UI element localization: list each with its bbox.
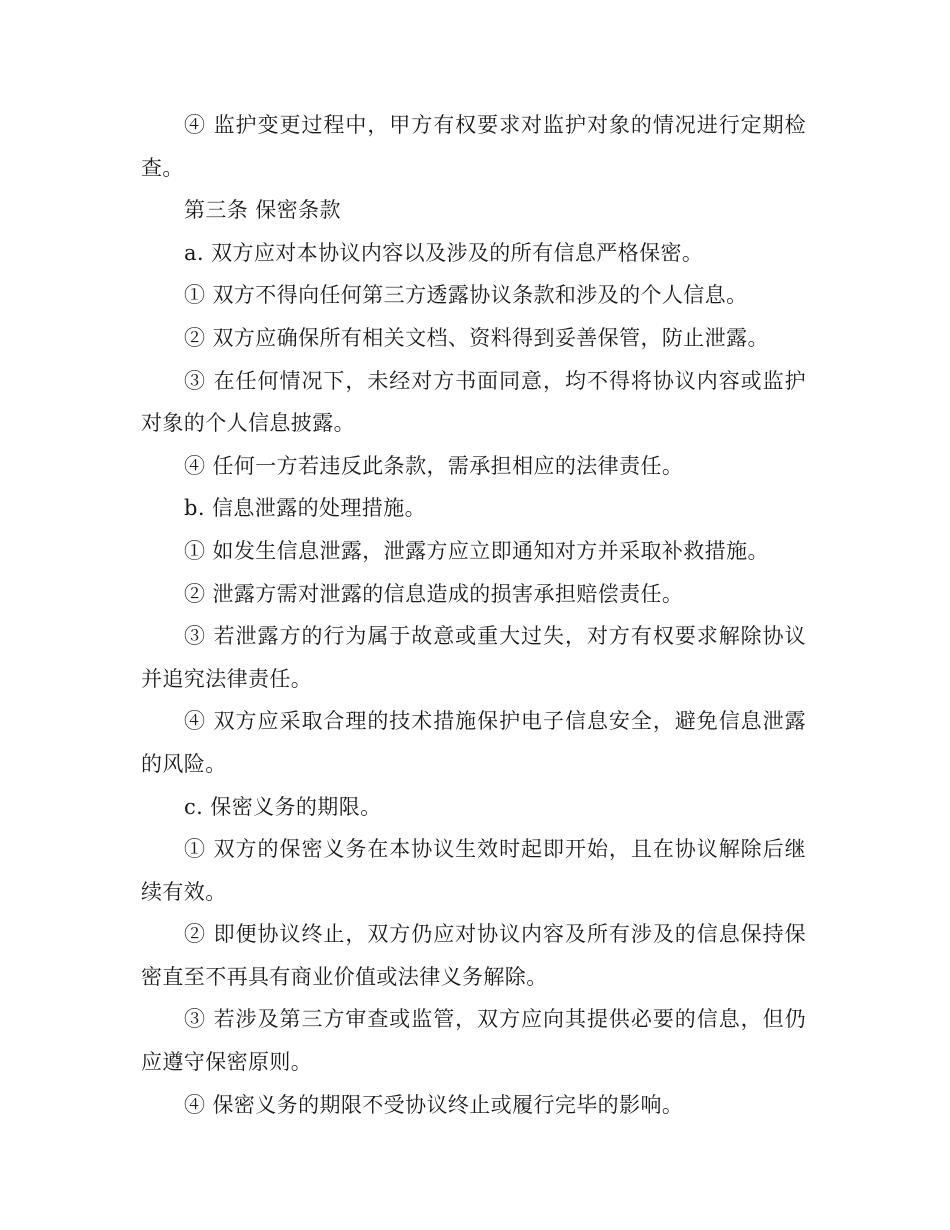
clause-paragraph: ③ 若涉及第三方审查或监管，双方应向其提供必要的信息，但仍应遵守保密原则。 (141, 1007, 806, 1075)
section-heading: 第三条 保密条款 (184, 198, 341, 223)
clause-paragraph: ④ 保密义务的期限不受协议终止或履行完毕的影响。 (184, 1092, 684, 1117)
clause-paragraph: ④ 监护变更过程中，甲方有权要求对监护对象的情况进行定期检查。 (141, 113, 806, 180)
clause-paragraph: ④ 任何一方若违反此条款，需承担相应的法律责任。 (184, 453, 684, 478)
clause-paragraph: a. 双方应对本协议内容以及涉及的所有信息严格保密。 (184, 240, 704, 265)
clause-paragraph: c. 保密义务的期限。 (184, 794, 382, 819)
clause-paragraph: ③ 若泄露方的行为属于故意或重大过失，对方有权要求解除协议并追究法律责任。 (141, 624, 806, 691)
clause-paragraph: ② 泄露方需对泄露的信息造成的损害承担赔偿责任。 (184, 581, 684, 606)
clause-paragraph: ③ 在任何情况下，未经对方书面同意，均不得将协议内容或监护对象的个人信息披露。 (141, 368, 806, 436)
clause-paragraph: ① 如发生信息泄露，泄露方应立即通知对方并采取补救措施。 (184, 538, 769, 563)
clause-paragraph: ② 双方应确保所有相关文档、资料得到妥善保管，防止泄露。 (184, 325, 769, 350)
clause-paragraph: ① 双方的保密义务在本协议生效时起即开始，且在协议解除后继续有效。 (141, 837, 806, 904)
clause-paragraph: ④ 双方应采取合理的技术措施保护电子信息安全，避免信息泄露的风险。 (141, 709, 806, 776)
clause-paragraph: ① 双方不得向任何第三方透露协议条款和涉及的个人信息。 (184, 283, 748, 308)
clause-paragraph: b. 信息泄露的处理措施。 (184, 496, 426, 521)
document-body (141, 104, 806, 1126)
clause-paragraph: ② 即便协议终止，双方仍应对协议内容及所有涉及的信息保持保密直至不再具有商业价值或法律义务解除。 (141, 922, 806, 989)
